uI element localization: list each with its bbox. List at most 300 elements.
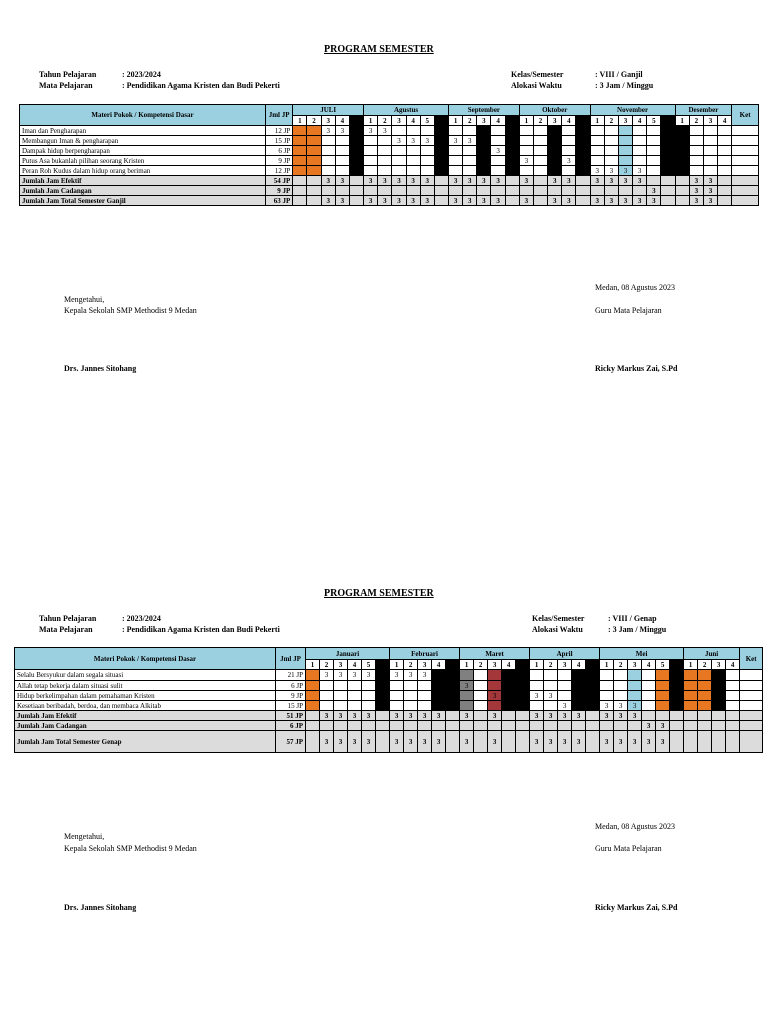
week-separator bbox=[670, 670, 684, 681]
week-separator bbox=[661, 186, 675, 196]
ket-cell bbox=[732, 136, 759, 146]
week-cell bbox=[718, 156, 732, 166]
week-cell bbox=[689, 136, 703, 146]
week-number: 5 bbox=[420, 116, 434, 126]
week-cell bbox=[390, 691, 404, 701]
week-cell: 3 bbox=[463, 176, 477, 186]
signatory-left: Drs. Jannes Sitohang bbox=[64, 903, 137, 912]
week-cell bbox=[378, 186, 392, 196]
week-cell: 3 bbox=[406, 136, 420, 146]
week-cell bbox=[530, 701, 544, 711]
week-cell: 3 bbox=[544, 731, 558, 753]
week-separator bbox=[446, 731, 460, 753]
week-cell bbox=[533, 126, 547, 136]
week-cell bbox=[675, 186, 689, 196]
week-cell bbox=[320, 681, 334, 691]
month-header: April bbox=[530, 648, 600, 660]
week-cell: 3 bbox=[572, 731, 586, 753]
week-separator bbox=[670, 711, 684, 721]
week-number: 1 bbox=[590, 116, 604, 126]
week-separator bbox=[576, 186, 590, 196]
page-title: PROGRAM SEMESTER bbox=[324, 44, 434, 55]
week-cell: 3 bbox=[488, 731, 502, 753]
week-cell bbox=[689, 166, 703, 176]
week-cell bbox=[604, 186, 618, 196]
week-cell bbox=[488, 670, 502, 681]
week-cell bbox=[491, 136, 505, 146]
week-number: 4 bbox=[726, 660, 740, 670]
week-separator bbox=[576, 176, 590, 186]
week-cell bbox=[362, 691, 376, 701]
week-cell bbox=[418, 701, 432, 711]
week-cell bbox=[321, 156, 335, 166]
week-cell: 3 bbox=[449, 136, 463, 146]
week-cell: 3 bbox=[548, 156, 562, 166]
week-cell bbox=[618, 186, 632, 196]
week-cell: 3 bbox=[320, 670, 334, 681]
table-row bbox=[20, 156, 759, 166]
week-cell bbox=[689, 156, 703, 166]
week-cell bbox=[684, 711, 698, 721]
kelas-value: : VIII / Ganjil bbox=[595, 70, 643, 79]
week-cell bbox=[718, 176, 732, 186]
column-header-materi: Materi Pokok / Kompetensi Dasar bbox=[15, 648, 276, 670]
jp-cell: 6 JP bbox=[265, 146, 292, 156]
ket-cell bbox=[732, 166, 759, 176]
week-cell bbox=[519, 186, 533, 196]
week-cell bbox=[600, 721, 614, 731]
week-separator bbox=[434, 136, 448, 146]
week-cell bbox=[293, 186, 307, 196]
week-cell: 3 bbox=[519, 176, 533, 186]
week-number: 3 bbox=[628, 660, 642, 670]
table-header-months bbox=[20, 105, 759, 116]
week-cell bbox=[306, 691, 320, 701]
week-number: 3 bbox=[712, 660, 726, 670]
week-cell bbox=[572, 670, 586, 681]
week-cell bbox=[590, 146, 604, 156]
tahun-value: : 2023/2024 bbox=[122, 70, 161, 79]
week-cell: 3 bbox=[449, 176, 463, 186]
week-cell: 3 bbox=[420, 176, 434, 186]
week-number: 3 bbox=[558, 660, 572, 670]
week-cell bbox=[474, 681, 488, 691]
week-number: 1 bbox=[390, 660, 404, 670]
month-header: November bbox=[590, 105, 675, 116]
week-cell: 3 bbox=[362, 711, 376, 721]
week-cell: 3 bbox=[390, 670, 404, 681]
week-cell bbox=[335, 186, 349, 196]
table-row bbox=[20, 166, 759, 176]
ket-cell bbox=[732, 126, 759, 136]
week-cell bbox=[712, 691, 726, 701]
week-number: 4 bbox=[406, 116, 420, 126]
week-cell bbox=[558, 721, 572, 731]
week-cell: 3 bbox=[618, 196, 632, 206]
week-separator bbox=[376, 681, 390, 691]
week-cell bbox=[647, 166, 661, 176]
week-number: 2 bbox=[404, 660, 418, 670]
materi-cell: Peran Roh Kudus dalam hidup orang beriman bbox=[20, 166, 266, 176]
week-cell: 3 bbox=[689, 186, 703, 196]
week-cell bbox=[390, 721, 404, 731]
mengetahui-text: Mengetahui, bbox=[64, 295, 105, 304]
week-cell bbox=[306, 681, 320, 691]
mapel-value: : Pendidikan Agama Kristen dan Budi Pekerti bbox=[122, 81, 280, 90]
table-row bbox=[20, 146, 759, 156]
materi-cell: Membangun Iman & pengharapan bbox=[20, 136, 266, 146]
week-cell: 3 bbox=[463, 136, 477, 146]
week-cell bbox=[307, 146, 321, 156]
week-cell: 3 bbox=[656, 721, 670, 731]
week-separator bbox=[505, 146, 519, 156]
week-number: 2 bbox=[614, 660, 628, 670]
week-cell: 3 bbox=[334, 731, 348, 753]
week-number: 2 bbox=[307, 116, 321, 126]
week-separator bbox=[446, 660, 460, 670]
week-number: 4 bbox=[633, 116, 647, 126]
week-number: 1 bbox=[519, 116, 533, 126]
week-cell bbox=[491, 156, 505, 166]
week-cell: 3 bbox=[404, 670, 418, 681]
week-cell: 3 bbox=[647, 196, 661, 206]
week-cell bbox=[449, 186, 463, 196]
week-number: 4 bbox=[718, 116, 732, 126]
week-cell: 3 bbox=[449, 196, 463, 206]
week-separator bbox=[576, 146, 590, 156]
week-cell bbox=[675, 146, 689, 156]
ket-cell bbox=[740, 701, 763, 711]
table-row bbox=[15, 670, 763, 681]
week-cell: 3 bbox=[544, 691, 558, 701]
week-cell: 3 bbox=[633, 196, 647, 206]
week-cell bbox=[712, 711, 726, 721]
week-cell: 3 bbox=[406, 196, 420, 206]
week-cell bbox=[726, 691, 740, 701]
ket-cell bbox=[740, 731, 763, 753]
week-cell bbox=[718, 126, 732, 136]
week-separator bbox=[376, 701, 390, 711]
week-cell bbox=[307, 126, 321, 136]
week-cell bbox=[604, 156, 618, 166]
mapel-label: Mata Pelajaran bbox=[39, 625, 93, 634]
week-cell: 3 bbox=[364, 196, 378, 206]
week-cell bbox=[502, 711, 516, 721]
week-cell: 3 bbox=[689, 196, 703, 206]
week-cell bbox=[404, 721, 418, 731]
week-cell bbox=[590, 136, 604, 146]
week-cell bbox=[533, 176, 547, 186]
week-separator bbox=[434, 146, 448, 156]
week-separator bbox=[446, 691, 460, 701]
jp-cell: 54 JP bbox=[265, 176, 292, 186]
week-cell: 3 bbox=[364, 126, 378, 136]
tahun-label: Tahun Pelajaran bbox=[39, 70, 97, 79]
week-cell bbox=[726, 721, 740, 731]
week-cell bbox=[491, 166, 505, 176]
week-cell bbox=[656, 681, 670, 691]
week-cell bbox=[675, 126, 689, 136]
week-separator bbox=[516, 731, 530, 753]
week-cell bbox=[548, 146, 562, 156]
ket-cell bbox=[740, 721, 763, 731]
week-separator bbox=[505, 176, 519, 186]
week-number: 2 bbox=[378, 116, 392, 126]
week-cell: 3 bbox=[600, 701, 614, 711]
week-cell: 3 bbox=[604, 166, 618, 176]
week-cell: 3 bbox=[600, 731, 614, 753]
week-cell bbox=[392, 166, 406, 176]
week-cell bbox=[590, 126, 604, 136]
week-cell bbox=[432, 701, 446, 711]
week-separator bbox=[376, 721, 390, 731]
week-cell bbox=[293, 156, 307, 166]
week-cell: 3 bbox=[530, 711, 544, 721]
week-cell bbox=[449, 166, 463, 176]
week-cell bbox=[647, 136, 661, 146]
week-cell: 3 bbox=[642, 721, 656, 731]
week-cell bbox=[321, 186, 335, 196]
week-cell bbox=[614, 721, 628, 731]
week-cell bbox=[477, 156, 491, 166]
week-number: 1 bbox=[675, 116, 689, 126]
week-cell bbox=[320, 701, 334, 711]
week-number: 4 bbox=[572, 660, 586, 670]
week-separator bbox=[586, 681, 600, 691]
ket-cell bbox=[732, 156, 759, 166]
materi-cell: Jumlah Jam Cadangan bbox=[15, 721, 276, 731]
week-cell: 3 bbox=[572, 711, 586, 721]
week-cell bbox=[334, 701, 348, 711]
mapel-value: : Pendidikan Agama Kristen dan Budi Pekerti bbox=[122, 625, 280, 634]
week-cell: 3 bbox=[689, 176, 703, 186]
week-separator bbox=[376, 711, 390, 721]
week-cell bbox=[348, 681, 362, 691]
week-cell bbox=[432, 691, 446, 701]
week-cell bbox=[558, 681, 572, 691]
week-cell bbox=[334, 721, 348, 731]
week-separator bbox=[505, 136, 519, 146]
signatory-left: Drs. Jannes Sitohang bbox=[64, 364, 137, 373]
week-separator bbox=[434, 176, 448, 186]
jp-cell: 12 JP bbox=[265, 126, 292, 136]
week-cell bbox=[293, 146, 307, 156]
week-cell bbox=[364, 186, 378, 196]
week-separator bbox=[505, 116, 519, 126]
week-cell bbox=[364, 136, 378, 146]
signatory-right: Ricky Markus Zai, S.Pd bbox=[595, 364, 678, 373]
materi-cell: Jumlah Jam Efektif bbox=[20, 176, 266, 186]
week-separator bbox=[670, 731, 684, 753]
week-number: 3 bbox=[548, 116, 562, 126]
guru-text: Guru Mata Pelajaran bbox=[595, 306, 662, 315]
week-cell bbox=[463, 126, 477, 136]
week-cell bbox=[418, 681, 432, 691]
week-separator bbox=[661, 136, 675, 146]
week-separator bbox=[661, 166, 675, 176]
week-cell bbox=[463, 186, 477, 196]
week-cell bbox=[530, 681, 544, 691]
summary-row bbox=[20, 186, 759, 196]
week-cell: 3 bbox=[321, 126, 335, 136]
week-cell: 3 bbox=[460, 711, 474, 721]
week-cell: 3 bbox=[600, 711, 614, 721]
week-cell bbox=[390, 701, 404, 711]
week-cell bbox=[656, 701, 670, 711]
week-cell bbox=[477, 166, 491, 176]
week-cell bbox=[404, 681, 418, 691]
week-number: 5 bbox=[647, 116, 661, 126]
week-cell bbox=[684, 731, 698, 753]
week-cell bbox=[348, 721, 362, 731]
week-cell bbox=[488, 721, 502, 731]
week-cell: 3 bbox=[530, 691, 544, 701]
week-cell bbox=[418, 721, 432, 731]
week-cell bbox=[604, 126, 618, 136]
table-row bbox=[15, 701, 763, 711]
materi-cell: Hidup berkelimpahan dalam pemahaman Kristen bbox=[15, 691, 276, 701]
week-cell bbox=[604, 146, 618, 156]
week-cell: 3 bbox=[418, 731, 432, 753]
week-cell bbox=[321, 146, 335, 156]
week-cell bbox=[463, 146, 477, 156]
week-cell bbox=[307, 186, 321, 196]
week-cell bbox=[293, 126, 307, 136]
week-cell: 3 bbox=[590, 166, 604, 176]
week-cell bbox=[618, 136, 632, 146]
week-cell bbox=[703, 166, 717, 176]
week-number: 2 bbox=[320, 660, 334, 670]
week-cell bbox=[689, 126, 703, 136]
week-cell: 3 bbox=[362, 731, 376, 753]
week-cell bbox=[335, 136, 349, 146]
week-number: 4 bbox=[562, 116, 576, 126]
week-separator bbox=[505, 156, 519, 166]
week-cell bbox=[689, 146, 703, 156]
week-separator bbox=[661, 126, 675, 136]
week-cell bbox=[712, 701, 726, 711]
mengetahui-text: Mengetahui, bbox=[64, 832, 105, 841]
week-cell bbox=[420, 156, 434, 166]
week-cell bbox=[364, 166, 378, 176]
week-cell bbox=[477, 186, 491, 196]
week-cell bbox=[703, 156, 717, 166]
week-cell: 3 bbox=[477, 196, 491, 206]
week-separator bbox=[434, 156, 448, 166]
week-cell: 3 bbox=[633, 176, 647, 186]
week-cell: 3 bbox=[544, 711, 558, 721]
week-cell bbox=[628, 721, 642, 731]
week-cell: 3 bbox=[418, 670, 432, 681]
week-cell: 3 bbox=[562, 176, 576, 186]
week-cell bbox=[718, 166, 732, 176]
week-cell bbox=[647, 156, 661, 166]
week-separator bbox=[349, 166, 363, 176]
week-cell: 3 bbox=[320, 731, 334, 753]
tahun-label: Tahun Pelajaran bbox=[39, 614, 97, 623]
week-cell bbox=[474, 721, 488, 731]
week-cell: 3 bbox=[703, 186, 717, 196]
week-number: 1 bbox=[530, 660, 544, 670]
week-cell bbox=[530, 670, 544, 681]
week-cell bbox=[406, 156, 420, 166]
week-cell bbox=[307, 166, 321, 176]
materi-cell: Dampak hidup berpengharapan bbox=[20, 146, 266, 156]
week-cell bbox=[656, 670, 670, 681]
week-cell: 3 bbox=[378, 176, 392, 186]
week-cell bbox=[533, 166, 547, 176]
week-cell: 3 bbox=[463, 196, 477, 206]
week-separator bbox=[349, 116, 363, 126]
week-number: 2 bbox=[544, 660, 558, 670]
week-cell: 3 bbox=[604, 176, 618, 186]
week-cell bbox=[307, 176, 321, 186]
week-cell: 3 bbox=[334, 711, 348, 721]
week-cell bbox=[572, 721, 586, 731]
week-cell bbox=[404, 701, 418, 711]
kelas-label: Kelas/Semester bbox=[532, 614, 585, 623]
week-cell bbox=[548, 166, 562, 176]
week-separator bbox=[586, 691, 600, 701]
week-cell: 3 bbox=[460, 731, 474, 753]
month-header: Juni bbox=[684, 648, 740, 660]
week-separator bbox=[586, 711, 600, 721]
ket-cell bbox=[740, 691, 763, 701]
week-cell: 3 bbox=[558, 701, 572, 711]
week-separator bbox=[505, 126, 519, 136]
week-cell: 3 bbox=[364, 176, 378, 186]
week-cell bbox=[474, 701, 488, 711]
week-cell bbox=[562, 126, 576, 136]
materi-cell: Iman dan Pengharapan bbox=[20, 126, 266, 136]
week-number: 1 bbox=[684, 660, 698, 670]
week-number: 4 bbox=[348, 660, 362, 670]
week-cell bbox=[726, 731, 740, 753]
week-cell bbox=[335, 156, 349, 166]
materi-cell: Allah tetap bekerja dalam situasi sulit bbox=[15, 681, 276, 691]
week-separator bbox=[376, 731, 390, 753]
week-cell bbox=[562, 166, 576, 176]
week-separator bbox=[576, 126, 590, 136]
week-cell bbox=[703, 146, 717, 156]
week-number: 4 bbox=[335, 116, 349, 126]
week-cell bbox=[460, 691, 474, 701]
week-cell bbox=[684, 721, 698, 731]
week-cell: 3 bbox=[335, 176, 349, 186]
week-cell bbox=[321, 166, 335, 176]
week-separator bbox=[349, 156, 363, 166]
month-header: Maret bbox=[460, 648, 530, 660]
week-cell bbox=[642, 670, 656, 681]
week-cell: 3 bbox=[418, 711, 432, 721]
week-cell bbox=[404, 691, 418, 701]
week-cell bbox=[698, 681, 712, 691]
week-cell: 3 bbox=[614, 701, 628, 711]
week-cell bbox=[362, 681, 376, 691]
week-cell bbox=[307, 136, 321, 146]
week-cell: 3 bbox=[628, 701, 642, 711]
week-cell bbox=[306, 670, 320, 681]
week-cell: 3 bbox=[348, 731, 362, 753]
week-number: 2 bbox=[474, 660, 488, 670]
week-number: 5 bbox=[656, 660, 670, 670]
week-separator bbox=[446, 701, 460, 711]
week-number: 3 bbox=[477, 116, 491, 126]
week-cell bbox=[449, 156, 463, 166]
week-cell: 3 bbox=[703, 176, 717, 186]
week-cell bbox=[474, 731, 488, 753]
week-cell: 3 bbox=[618, 176, 632, 186]
